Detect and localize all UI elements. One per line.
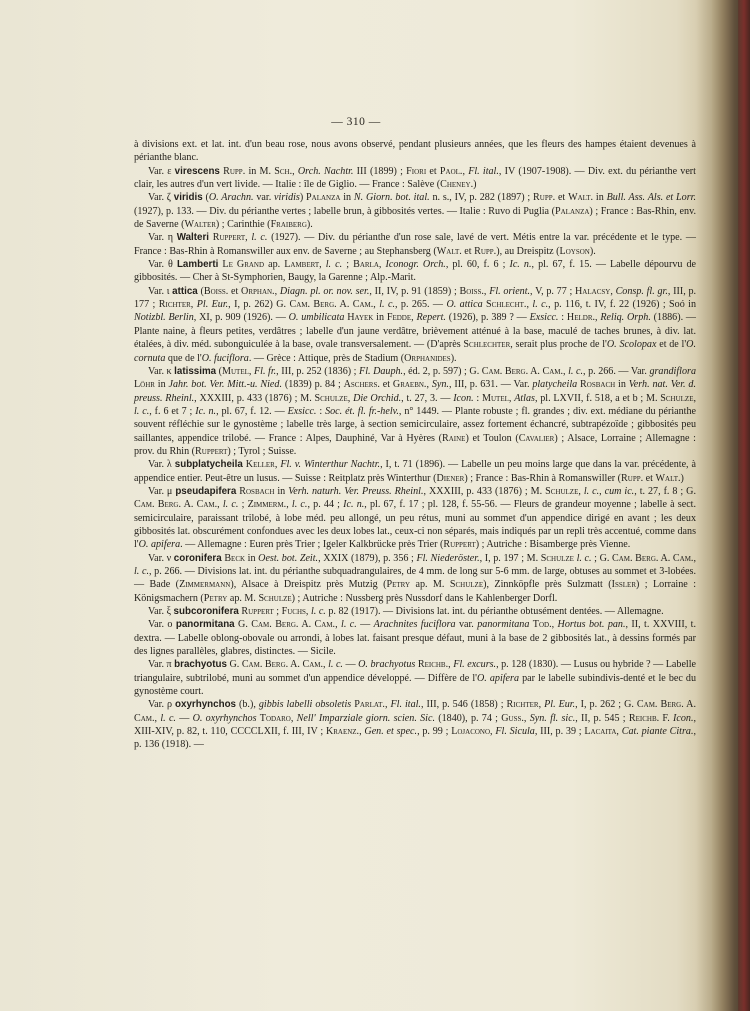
variety-entry: Var. η Walteri Ruppert, l. c. (1927). — Div. du périanthe d'un rose sale, lavé de vert. Métis entre la var. précédente et le type. — France : Bas-Rhin à Romanswiller aux env. de Saverne ; au Stephansberg (Walt. et Rupp.), au Dreispitz (Loyson). [134, 232, 696, 257]
variety-entry: Var. ν coronifera Beck in Oest. bot. Zeit., XXIX (1879), p. 356 ; Fl. Niederöster., I, p. 197 ; M. Schulze l. c. ; G. Cam. Berg. A. Cam., l. c., p. 266. — Divisions lat. int. du périanthe subquadrangulaires, de 4 mm. de long sur 5-6 mm. de large, obtuses au sommet et 3-lobées.— Bade (Zimmermann), Alsace à Dreispitz près Mutzig (Petry ap. M. Schulze), Zinnköpfle près Sulzmatt (Issler) ; Lorraine : Königsmachern (Petry ap. M. Schulze) ; Autriche : Nussberg près Nussdorf dans le Kahlenberger Dorfl. [134, 552, 696, 604]
variety-entry: Var. λ subplatycheila Keller, Fl. v. Winterthur Nachtr., I, t. 71 (1896). — Labelle un peu moins large que dans la var. précédente, à appendice entier. Peut-être un lusus. — Suisse : Reitplatz près Winterthur (Diener) ; France : Bas-Rhin à Romanswiller (Rupp. et Walt.) [134, 459, 697, 484]
book-cover-edge [738, 0, 750, 1011]
variety-entry: Var. π brachyotus G. Cam. Berg. A. Cam., l. c. — O. brachyotus Reichb., Fl. excurs., p. 128 (1830). — Lusus ou hybride ? — Labelle triangulaire, subtrilobé, muni au sommet d'un appendice développé. — Diffère de l'O. apifera par le labelle subindivis-denté et le bec du gynostème court. [134, 659, 697, 698]
page-gutter-shadow [696, 0, 712, 1011]
variety-entry: Var. ο panormitana G. Cam. Berg. A. Cam., l. c. — Arachnites fuciflora var. panormitana Tod., Hortus bot. pan., II, t. XXVIII, t. dextra. — Labelle oblong-obovale ou arrondi, à lobes lat. faisant presque défaut, muni à la base de 2 gibbosités lat., à dessins formés par des lignes parallèles, glabres, distinctes. — Sicile. [134, 619, 696, 658]
variety-entry: Var. κ latissima (Mutel, Fl. fr., III, p. 252 (1836) ; Fl. Dauph., éd. 2, p. 597) ; G. Cam. Berg. A. Cam., l. c., p. 266. — Var. grandiflora Löhr in Jahr. bot. Ver. Mitt.-u. Nied. (1839) p. 84 ; Aschers. et Graebn., Syn., III, p. 631. — Var. platycheila Rosbach in Verh. nat. Ver. d. preuss. Rheinl., XXXIII, p. 433 (1876) ; M. Schulze, Die Orchid., t. 27, 3. — Icon. : Mutel, Atlas, pl. LXVII, f. 518, a et b ; M. Schulze, l. c., f. 6 et 7 ; Ic. n., pl. 67, f. 12. — Exsicc. : Soc. ét. fl. fr.-helv., n° 1449. — Plante robuste ; fl. grandes ; div. ext. médiane du périanthe souvent réfléchie sur le gynostème ; labelle très large, à section semicirculaire, assez fortement échancré, subtrapézoïde ; gibbosités peu saillantes, appendice trilobé. — France : Alpes, Dauphiné, Var à Hyères (Raine) et Toulon (Cavalier) ; Alsace, Lorraine ; Allemagne : prov. du Rhin (Ruppert) ; Tyrol ; Suisse. [134, 365, 697, 457]
variety-entry: Var. θ Lamberti Le Grand ap. Lambert, l. c. ; Barla, Iconogr. Orch., pl. 60, f. 6 ; Ic. n., pl. 67, f. 15. — Labelle dépourvu de gibbosités. — Cher à St-Symphorien, Baugy, la Garenne ; Alp.-Marit. [134, 259, 697, 284]
variety-entry: Var. ξ subcoronifera Ruppert ; Fuchs, l. c. p. 82 (1917). — Divisions lat. int. du périanthe obtusément dentées. — Allemagne. [148, 606, 664, 618]
variety-entry: Var. ι attica (Boiss. et Orphan., Diagn. pl. or. nov. ser., II, IV, p. 91 (1859) ; Boiss., Fl. orient., V, p. 77 ; Halacsy, Consp. fl. gr., III, p. 177 ; Richter, Pl. Eur., I, p. 262) G. Cam. Berg. A. Cam., l. c., p. 265. — O. attica Schlecht., l. c., p. 116, t. IV, f. 22 (1926) ; Soó in Notizbl. Berlin, XI, p. 909 (1926). — O. umbilicata Hayek in Fedde, Repert. (1926), p. 389 ? — Exsicc. : Heldr., Reliq. Orph. (1886). — Plante naine, à fleurs petites, verdâtres ; labelle d'un jaune verdâtre, brièvement atténué à la base, maculé de taches brunes, à div. lat. étalées, à div. méd. subonguiculée à la base, ovale transversalement. — (D'après Schlechter, serait plus proche de l'O. Scolopax et de l'O. cornuta que de l'O. fuciflora. — Grèce : Attique, près de Stadium (Orphanides). [134, 285, 697, 364]
continuation-paragraph: à divisions ext. et lat. int. d'un beau rose, nous avons observé, pendant plusieurs années, que les fleurs des hampes étaient devenues à périanthe blanc. [134, 139, 696, 164]
variety-entry: Var. μ pseudapifera Rosbach in Verh. naturh. Ver. Preuss. Rheinl., XXXIII, p. 433 (1876) ; M. Schulze, l. c., cum ic., t. 27, f. 8 ; G. Cam. Berg. A. Cam., l. c. ; Zimmerm., l. c., p. 44 ; Ic. n., pl. 67, f. 17 ; pl. 128, f. 55-56. — Fleurs de grandeur moyenne ; labelle à sect. semicirculaire, paraissant trilobé, à lobe méd. peu allongé, un peu rétus, muni au sommet d'un appendice dirigé en avant ; les deux gibbosités lat. obscurément confondues avec les deux lobes lat., ceux-ci non séparés, mais indiqués par un repli très accentué, comme dans l'O. apifera. — Allemagne : Euren près Trier ; Igeler Kalkbrücke près Trier (Ruppert) ; Autriche : Bisamberge près Vienne. [134, 485, 697, 551]
variety-entry: Var. ζ viridis (O. Arachn. var. viridis) Palanza in N. Giorn. bot. ital. n. s., IV, p. 282 (1897) ; Rupp. et Walt. in Bull. Ass. Als. et Lorr. (1927), p. 133. — Div. du périanthe vertes ; labelle brun, à gibbosités vertes. — Italie : Ruvo di Puglia (Palanza) ; France : Bas-Rhin, env. de Saverne (Walter) ; Carinthie (Fraiberg). [134, 192, 696, 231]
page-number: — 310 — [331, 116, 381, 128]
variety-entry: Var. ρ oxyrhynchos (b.), gibbis labelli obsoletis Parlat., Fl. ital., III, p. 546 (1858) ; Richter, Pl. Eur., I, p. 262 ; G. Cam. Berg. A. Cam., l. c. — O. oxyrhynchos Todaro, Nell' Imparziale giorn. scien. Sic. (1840), p. 74 ; Guss., Syn. fl. sic., II, p. 545 ; Reichb. F. Icon., XIII-XIV, p. 82, t. 110, CCCCLXII, f. III, IV ; Kraenz., Gen. et spec., p. 99 ; Lojacono, Fl. Sicula, III, p. 39 ; Lacaita, Cat. piante Citra., p. 136 (1918). — [134, 699, 697, 751]
page-body-text [134, 138, 696, 752]
variety-entry: Var. ε virescens Rupp. in M. Sch., Orch. Nachtr. III (1899) ; Fiori et Paol., Fl. ital., IV (1907-1908). — Div. ext. du périanthe vert clair, les autres d'un vert livide. — Italie : île de Giglio. — France : Salève (Cheney.) [134, 165, 696, 191]
